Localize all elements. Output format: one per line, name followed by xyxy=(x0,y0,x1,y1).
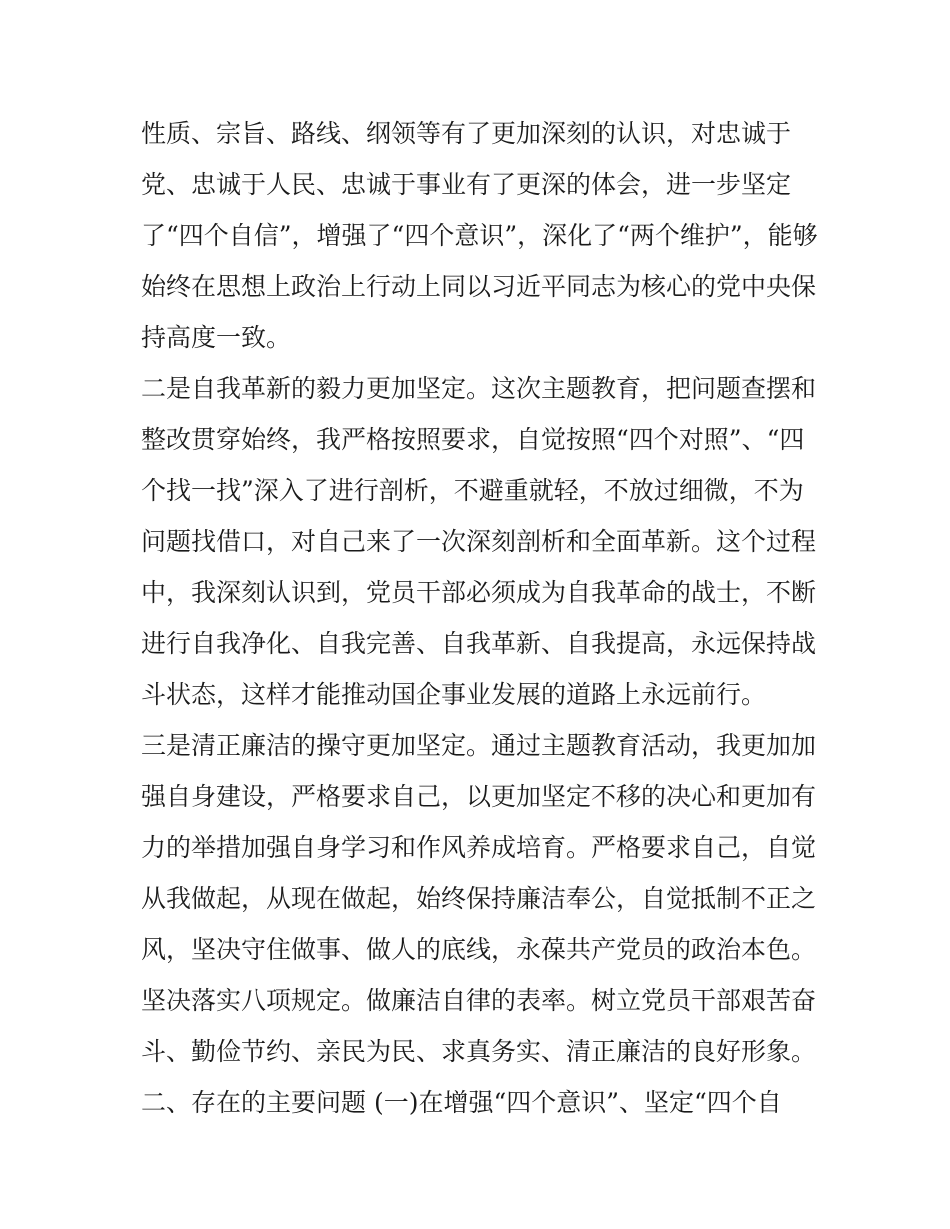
text-line: 持高度一致。 xyxy=(141,323,292,352)
body-text xyxy=(141,108,821,1128)
text-line: 中，我深刻认识到，党员干部必须成为自我革命的战士，不断 xyxy=(141,578,817,607)
text-line: 始终在思想上政治上行动上同以习近平同志为核心的党中央保 xyxy=(141,272,817,301)
text-line: 三是清正廉洁的操守更加坚定。通过主题教育活动，我更加加 xyxy=(141,731,817,760)
text-line: 从我做起，从现在做起，始终保持廉洁奉公，自觉抵制不正之 xyxy=(141,884,817,913)
text-line: 进行自我净化、自我完善、自我革新、自我提高，永远保持战 xyxy=(141,629,817,658)
text-line: 坚决落实八项规定。做廉洁自律的表率。树立党员干部艰苦奋 xyxy=(141,986,817,1015)
text-line: 整改贯穿始终，我严格按照要求，自觉按照“四个对照”、“四 xyxy=(141,425,805,454)
text-line: 问题找借口，对自己来了一次深刻剖析和全面革新。这个过程 xyxy=(141,527,817,556)
text-line: 党、忠诚于人民、忠诚于事业有了更深的体会，进一步坚定 xyxy=(141,170,792,199)
text-line: 个找一找”深入了进行剖析，不避重就轻，不放过细微，不为 xyxy=(141,476,804,505)
text-line: 斗、勤俭节约、亲民为民、求真务实、清正廉洁的良好形象。 xyxy=(141,1037,817,1066)
text-line: 斗状态，这样才能推动国企事业发展的道路上永远前行。 xyxy=(141,680,767,709)
text-line: 了“四个自信”，增强了“四个意识”，深化了“两个维护”，能够 xyxy=(141,221,818,250)
text-line: 性质、宗旨、路线、纲领等有了更加深刻的认识，对忠诚于 xyxy=(141,119,792,148)
text-line: 二是自我革新的毅力更加坚定。这次主题教育，把问题查摆和 xyxy=(141,374,817,403)
text-line: 力的举措加强自身学习和作风养成培育。严格要求自己，自觉 xyxy=(141,833,817,862)
text-line: 二、存在的主要问题 (一)在增强“四个意识”、坚定“四个自 xyxy=(141,1088,782,1117)
text-line: 风，坚决守住做事、做人的底线，永葆共产党员的政治本色。 xyxy=(141,935,817,964)
text-line: 强自身建设，严格要求自己，以更加坚定不移的决心和更加有 xyxy=(141,782,817,811)
